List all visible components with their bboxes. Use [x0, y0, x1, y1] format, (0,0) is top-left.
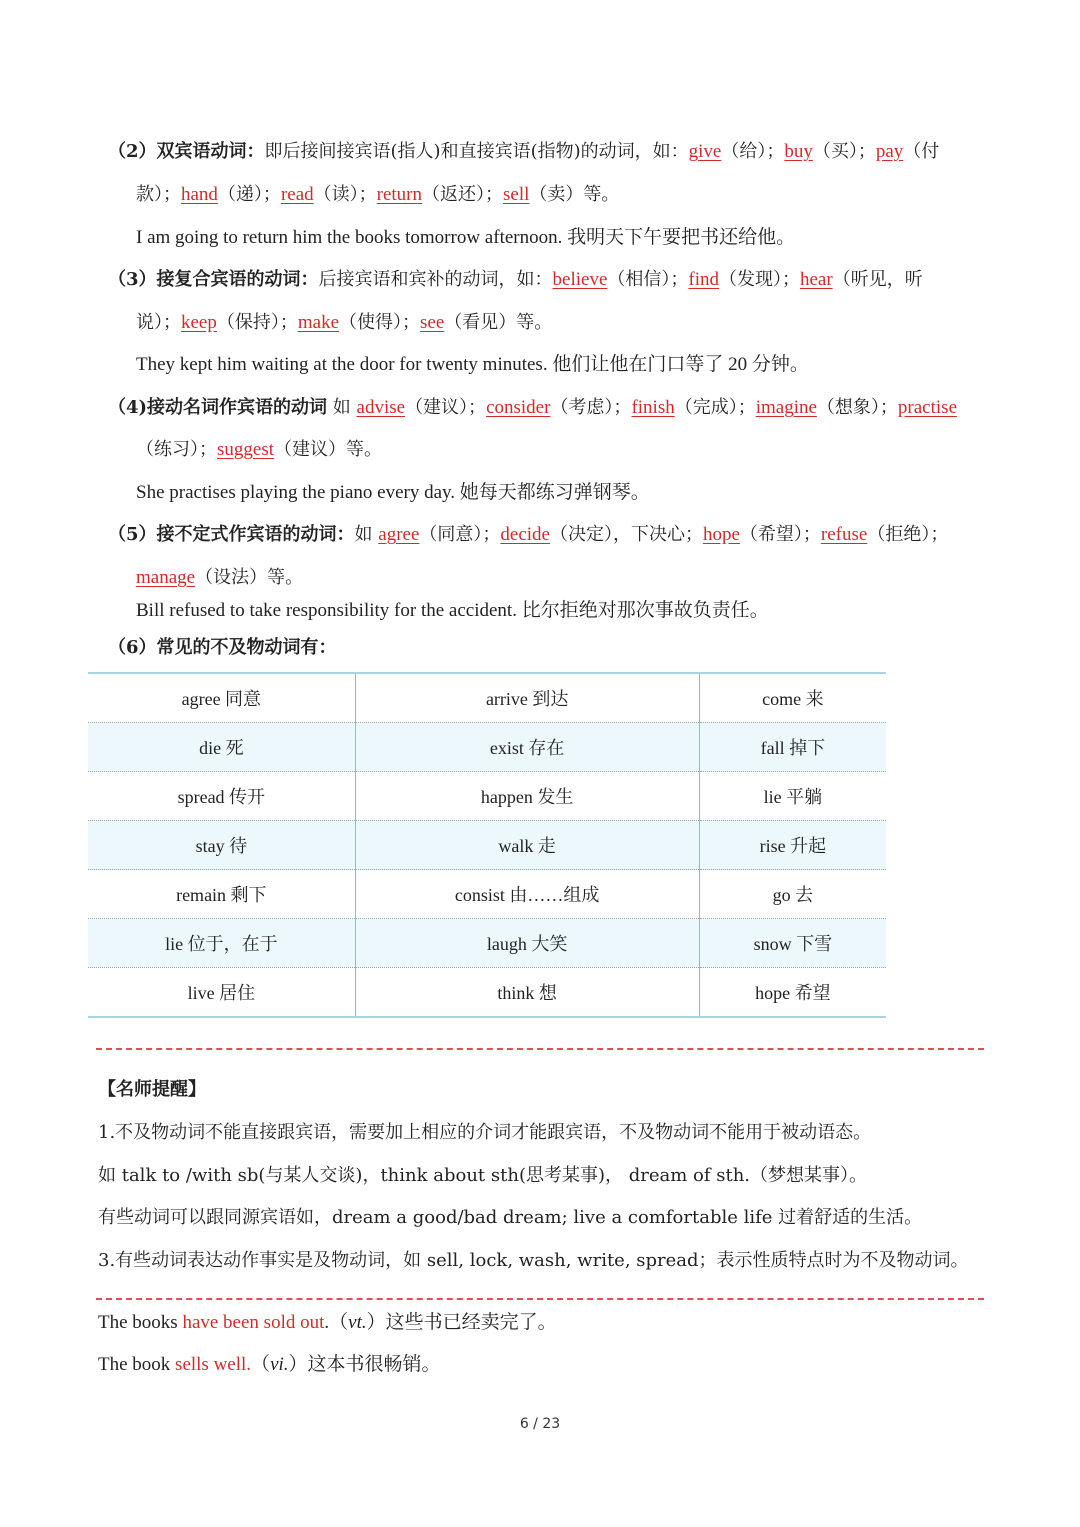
verb-word: keep [181, 312, 217, 333]
verb-meaning: （拒绝）； [867, 524, 949, 545]
section-4-desc: 如 [332, 397, 351, 418]
verb-meaning: （相信）； [607, 269, 689, 290]
verb-meaning: （完成）； [674, 397, 756, 418]
section-2-desc: 即后接间接宾语(指人)和直接宾语(指物)的动词，如： [264, 141, 689, 162]
ex-tail: ）这本书很畅销。 [288, 1354, 441, 1375]
verb-word: sell [503, 184, 530, 205]
ex-pre: The books [98, 1312, 183, 1333]
table-cell: happen 发生 [355, 772, 699, 821]
verb-meaning: （保持）； [216, 312, 298, 333]
cont-prefix: 款）； [136, 184, 181, 205]
table-cell: lie 平躺 [699, 772, 886, 821]
ex-pre: The book [98, 1354, 176, 1375]
verb-meaning: （听见，听 [832, 269, 923, 290]
tips-line-1: 1.不及物动词不能直接跟宾语，需要加上相应的介词才能跟宾语，不及物动词不能用于被动语态。 [98, 1122, 872, 1143]
verb-word: pay [875, 141, 904, 162]
verb-word: see [420, 312, 445, 333]
section-6-heading: （6）常见的不及物动词有： [108, 637, 337, 658]
verb-word: advise [356, 397, 406, 418]
table-row [88, 772, 886, 821]
section-3-desc: 后接宾语和宾补的动词，如： [318, 269, 553, 290]
verb-meaning: （希望）； [739, 524, 821, 545]
table-cell: lie 位于，在于 [88, 919, 355, 968]
ex-tail: ）这些书已经卖完了。 [366, 1312, 557, 1333]
table-row [88, 870, 886, 919]
verb-meaning: （给）； [721, 141, 785, 162]
ex-highlight: sells well. [175, 1354, 252, 1375]
section-3-line-2 [136, 311, 552, 335]
verb-word: agree [378, 524, 420, 545]
verb-word: practise [897, 397, 957, 418]
section-2-line-1 [108, 140, 939, 164]
divider-bottom [96, 1298, 984, 1300]
verb-word: give [688, 141, 722, 162]
table-row [88, 968, 886, 1018]
table-row [88, 673, 886, 723]
verb-meaning: （同意）； [419, 524, 501, 545]
verb-meaning: （使得）； [339, 312, 421, 333]
verb-word: hope [702, 524, 740, 545]
section-5-heading: （5）接不定式作宾语的动词： [108, 524, 355, 545]
section-4-line-1 [108, 396, 957, 420]
tips-title: 【名师提醒】 [98, 1079, 206, 1100]
table-cell: laugh 大笑 [355, 919, 699, 968]
intransitive-verbs-table [88, 672, 886, 1018]
section-4-line-2 [136, 438, 382, 462]
verb-meaning: （卖）等。 [529, 184, 620, 205]
verb-meaning: （读）； [313, 184, 377, 205]
example-vt [98, 1311, 557, 1335]
table-cell: hope 希望 [699, 968, 886, 1018]
verb-word: refuse [820, 524, 868, 545]
verb-word: buy [784, 141, 813, 162]
section-5-line-2 [136, 566, 303, 590]
section-5-example: Bill refused to take responsibility for the accident. 比尔拒绝对那次事故负责任。 [136, 600, 769, 621]
section-2-example: I am going to return him the books tomorrow afternoon. 我明天下午要把书还给他。 [136, 227, 796, 248]
ex-post: .（ [324, 1312, 349, 1333]
table-cell: die 死 [88, 723, 355, 772]
table-cell: consist 由……组成 [355, 870, 699, 919]
table-cell: come 来 [699, 673, 886, 723]
ex-pos: vt. [348, 1312, 367, 1333]
verb-meaning: （递）； [217, 184, 281, 205]
section-3-heading: （3）接复合宾语的动词： [108, 269, 319, 290]
verb-meaning: （买）； [812, 141, 876, 162]
cont-prefix: （练习）； [136, 439, 217, 460]
section-3-line-1 [108, 268, 923, 292]
table-row [88, 919, 886, 968]
cont-prefix: 说）； [136, 312, 181, 333]
tips-line-3: 有些动词可以跟同源宾语如，dream a good/bad dream; live a comfortable life 过着舒适的生活。 [98, 1207, 923, 1228]
verb-word: consider [486, 397, 551, 418]
verb-meaning: （发现）； [719, 269, 800, 290]
verb-word: hand [181, 184, 218, 205]
section-3-example: They kept him waiting at the door for twenty minutes. 他们让他在门口等了 20 分钟。 [136, 354, 809, 375]
section-4-example: She practises playing the piano every day. 她每天都练习弹钢琴。 [136, 482, 650, 503]
page-number: 6 / 23 [519, 1416, 561, 1432]
verb-meaning: （付 [903, 141, 940, 162]
verb-word: return [376, 184, 423, 205]
verb-word: suggest [217, 439, 274, 460]
verb-meaning: （想象）； [816, 397, 898, 418]
table-row [88, 821, 886, 870]
tips-line-2: 如 talk to /with sb(与某人交谈)，think about sth(思考某事)， dream of sth.（梦想某事）。 [98, 1165, 868, 1186]
section-5-desc: 如 [354, 524, 373, 545]
ex-highlight: have been sold out [182, 1312, 325, 1333]
table-cell: rise 升起 [699, 821, 886, 870]
verb-meaning: （返还）； [422, 184, 504, 205]
table-cell: arrive 到达 [355, 673, 699, 723]
verb-word: manage [136, 567, 196, 588]
section-2-line-2 [136, 183, 619, 207]
table-cell: spread 传开 [88, 772, 355, 821]
table-cell: walk 走 [355, 821, 699, 870]
ex-pos: vi. [270, 1354, 289, 1375]
tips-line-4: 3.有些动词表达动作事实是及物动词，如 sell, lock, wash, write, spread；表示性质特点时为不及物动词。 [98, 1250, 969, 1271]
table-cell: agree 同意 [88, 673, 355, 723]
verb-word: hear [800, 269, 833, 290]
verb-meaning: （建议）； [405, 397, 487, 418]
verb-meaning: （建议）等。 [274, 439, 382, 460]
section-2-heading: （2）双宾语动词： [108, 141, 265, 162]
verb-word: believe [552, 269, 608, 290]
verb-word: find [688, 269, 719, 290]
table-cell: go 去 [699, 870, 886, 919]
verb-meaning: （设法）等。 [195, 567, 304, 588]
verb-meaning: （决定），下决心； [549, 524, 703, 545]
section-4-heading: （4)接动名词作宾语的动词 [108, 397, 328, 418]
ex-post: （ [251, 1354, 271, 1375]
table-cell: live 居住 [88, 968, 355, 1018]
verb-word: make [297, 312, 340, 333]
verb-word: decide [500, 524, 550, 545]
table-cell: snow 下雪 [699, 919, 886, 968]
table-cell: exist 存在 [355, 723, 699, 772]
section-5-line-1 [108, 523, 948, 547]
verb-meaning: （考虑）； [550, 397, 632, 418]
table-cell: remain 剩下 [88, 870, 355, 919]
table-cell: think 想 [355, 968, 699, 1018]
table-cell: fall 掉下 [699, 723, 886, 772]
verb-word: finish [631, 397, 675, 418]
example-vi [98, 1353, 441, 1377]
table-cell: stay 待 [88, 821, 355, 870]
table-row [88, 723, 886, 772]
verb-word: imagine [755, 397, 817, 418]
verb-meaning: （看见）等。 [444, 312, 553, 333]
divider-top [96, 1048, 984, 1050]
verb-word: read [280, 184, 314, 205]
